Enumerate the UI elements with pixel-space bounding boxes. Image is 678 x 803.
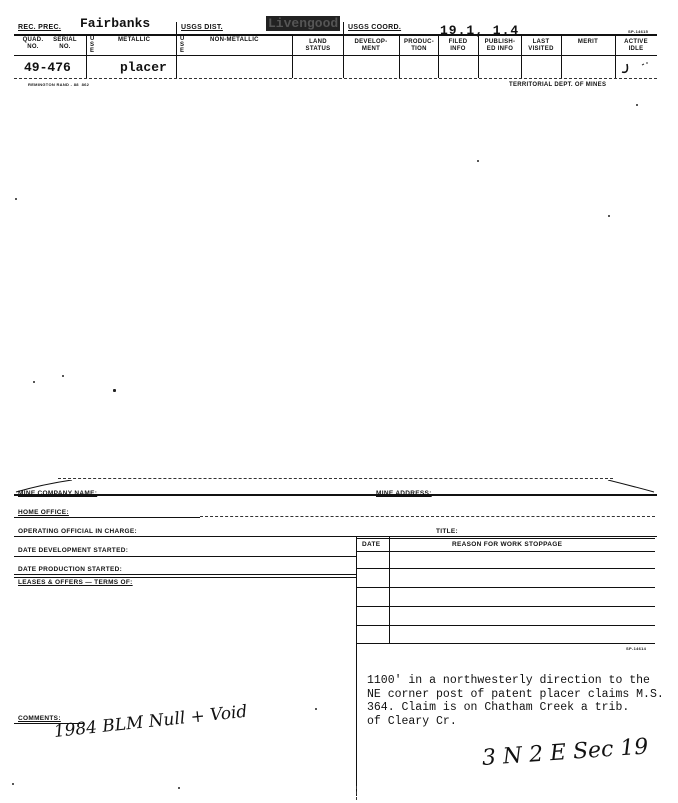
usgs-dist-value: Livengood: [268, 16, 339, 31]
comments-handwritten: 1984 BLM Null + Void: [52, 701, 249, 742]
home-office-label: HOME OFFICE:: [18, 509, 69, 516]
form-number-top: SP-14615: [628, 29, 649, 34]
col-published-info: PUBLISH- ED INFO: [484, 39, 516, 52]
col-use-2: U S E: [180, 36, 185, 54]
col-metallic: METALLIC: [118, 37, 151, 43]
col-active-idle: ACTIVE IDLE: [624, 39, 648, 52]
operating-official-label: OPERATING OFFICIAL IN CHARGE:: [18, 528, 137, 535]
stoppage-date-header: DATE: [362, 541, 381, 548]
col-quad-no: QUAD. NO.: [22, 37, 44, 50]
remarks-typed: 1100' in a northwesterly direction to the NE corner post of patent placer claims M.S. 364. Claim is on Chatham Creek a trib. of Cleary Cr.: [367, 674, 664, 728]
usgs-coord-label: USGS COORD.: [348, 24, 402, 31]
mine-company-name-label: MINE COMPANY NAME:: [18, 490, 98, 497]
active-check-mark: [615, 58, 655, 78]
col-production: PRODUC- TION: [403, 39, 435, 52]
date-production-label: DATE PRODUCTION STARTED:: [18, 566, 123, 573]
printer-id: REMINGTON RAND - 88 862: [28, 82, 90, 87]
col-land-status: LAND STATUS: [305, 39, 331, 52]
usgs-dist-label: USGS DIST.: [181, 24, 223, 31]
location-handwritten: 3 N 2 E Sec 19: [481, 734, 650, 771]
leases-label: LEASES & OFFERS — TERMS OF:: [18, 579, 133, 586]
col-development: DEVELOP- MENT: [354, 39, 388, 52]
rec-prec-label: REC. PREC.: [18, 24, 62, 31]
col-serial-no: SERIAL NO.: [53, 37, 77, 50]
col-filed-info: FILED INFO: [448, 39, 468, 52]
stoppage-reason-header: REASON FOR WORK STOPPAGE: [452, 541, 563, 548]
agency-label: TERRITORIAL DEPT. OF MINES: [509, 82, 607, 88]
rec-prec-value: Fairbanks: [80, 16, 151, 31]
form-number-back: SP-14614: [626, 646, 647, 651]
col-last-visited: LAST VISITED: [528, 39, 554, 52]
col-merit: MERIT: [577, 39, 599, 45]
col-use-1: U S E: [90, 36, 95, 54]
mine-address-label: MINE ADDRESS:: [376, 490, 432, 497]
record-quad-serial: 49-476: [24, 60, 71, 75]
col-non-metallic: NON-METALLIC: [210, 37, 259, 43]
record-metallic: placer: [120, 60, 167, 75]
comments-label: COMMENTS:: [18, 715, 61, 722]
date-development-label: DATE DEVELOPMENT STARTED:: [18, 547, 129, 554]
curled-edge-right: [606, 480, 656, 494]
title-label: TITLE:: [436, 528, 459, 535]
usgs-coord-value: 19.1, 1.4: [440, 23, 520, 38]
